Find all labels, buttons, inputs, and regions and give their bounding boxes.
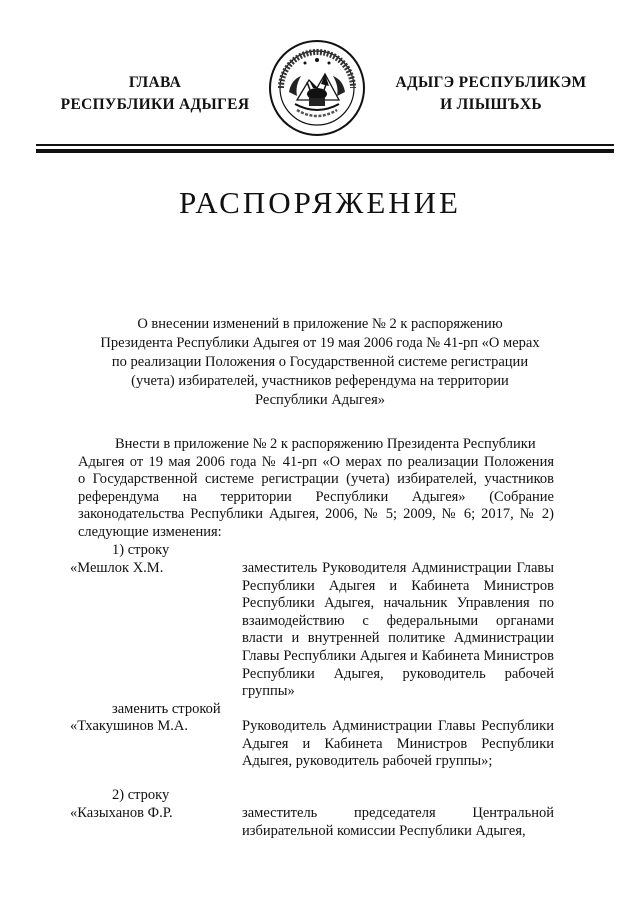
body-paragraph — [78, 436, 554, 542]
item1-label: 1) строку — [112, 542, 170, 558]
item1-name: «Мешлок Х.М. — [70, 560, 164, 576]
header-right-line1: АДЫГЭ РЕСПУБЛИКЭМ — [395, 74, 587, 91]
header-left-line1: ГЛАВА — [128, 74, 182, 91]
subject-line: по реализации Положения о Государственной системе регистрации — [111, 354, 529, 370]
body-line: о Государственной системе регистрации (учета) избирателей, участников — [78, 471, 554, 488]
item1-new-name: «Тхакушинов М.А. — [70, 718, 188, 734]
body-line: Адыгея от 19 мая 2006 года № 41-рп «О мерах по реализации Положения — [78, 453, 554, 470]
document-subject — [60, 315, 580, 410]
body-line: Внести в приложение № 2 к распоряжению Президента Республики — [115, 436, 536, 452]
header-rule-thick — [36, 149, 614, 153]
body-line: законодательства Республики Адыгея, 2006, № 5; 2009, № 6; 2017, № 2) — [78, 506, 554, 523]
subject-line: (учета) избирателей, участников референдума на территории — [131, 373, 509, 389]
coat-of-arms-emblem — [267, 38, 367, 138]
document-title: РАСПОРЯЖЕНИЕ — [179, 185, 461, 220]
subject-line: О внесении изменений в приложение № 2 к распоряжению — [137, 316, 503, 332]
item1-description: заместитель Руководителя Администрации Главы Республики Адыгея и Кабинета Министров Республики Адыгея, начальник Управления по взаимодействию с федеральными органами власти и внутренней политике Администрации Главы Республики Адыгея и Кабинета Министров Республики Адыгея, руководитель рабочей группы» — [242, 560, 554, 700]
subject-line: Республики Адыгея» — [254, 392, 386, 408]
subject-line: Президента Республики Адыгея от 19 мая 2006 года № 41-рп «О мерах — [100, 335, 540, 351]
item2-description: заместитель председателя Центральной избирательной комиссии Республики Адыгея, — [242, 805, 554, 839]
header-left-line2: РЕСПУБЛИКИ АДЫГЕЯ — [60, 96, 250, 113]
body-line: следующие изменения: — [78, 523, 222, 540]
header-right — [382, 72, 600, 116]
header-right-line2: И ЛІЫШЪХЬ — [440, 96, 542, 113]
header-left — [40, 72, 270, 116]
item2-name: «Казыханов Ф.Р. — [70, 805, 173, 821]
header-rule-thin — [36, 144, 614, 146]
item1-new-description: Руководитель Администрации Главы Республики Адыгея и Кабинета Министров Республики Адыгея, руководитель рабочей группы»; — [242, 718, 554, 770]
body-line: референдума на территории Республики Адыгея» (Собрание — [78, 488, 554, 505]
replace-label: заменить строкой — [112, 701, 221, 717]
item2-label: 2) строку — [112, 787, 170, 803]
